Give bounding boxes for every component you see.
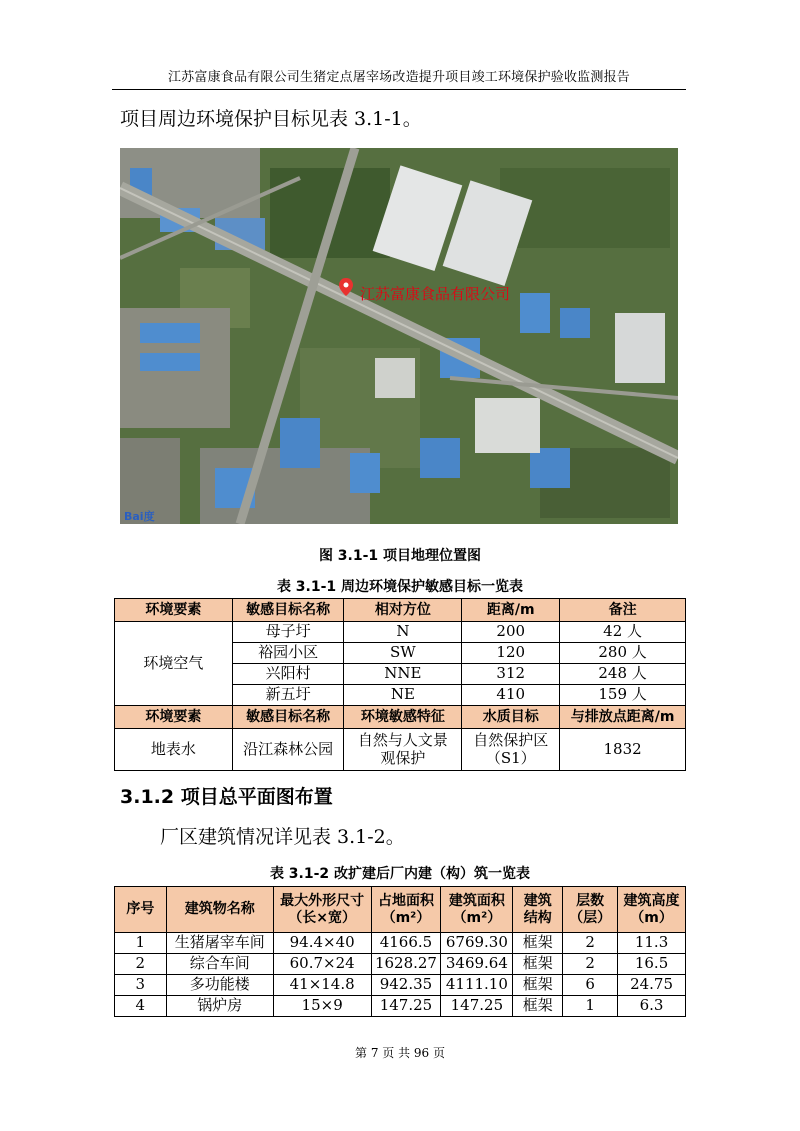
table-cell: 15×9 — [273, 996, 371, 1017]
table-cell: 综合车间 — [166, 954, 273, 975]
satellite-map — [120, 148, 678, 524]
table1-header-cell: 敏感目标名称 — [232, 706, 344, 729]
table-cell: 410 — [462, 685, 560, 706]
table-cell: 6769.30 — [441, 933, 513, 954]
figure-caption: 图 3.1-1 项目地理位置图 — [318, 548, 482, 564]
table-cell: 4166.5 — [371, 933, 441, 954]
table-row — [115, 975, 686, 996]
table-cell: NE — [344, 685, 462, 706]
buildings-table — [114, 886, 686, 1017]
table-cell: 6.3 — [618, 996, 686, 1017]
table2-header-cell: 最大外形尺寸（长×宽） — [273, 887, 371, 933]
paragraph: 厂区建筑情况详见表 3.1-2。 — [160, 826, 405, 848]
table2-caption: 表 3.1-2 改扩建后厂内建（构）筑一览表 — [269, 866, 531, 882]
table-cell: 312 — [462, 664, 560, 685]
baidu-logo: Bai度 — [124, 510, 155, 523]
table-cell: 框架 — [513, 954, 563, 975]
table1-header-cell: 水质目标 — [462, 706, 560, 729]
table-cell: 1628.27 — [371, 954, 441, 975]
map-company-label: 江苏富康食品有限公司 — [360, 285, 511, 303]
table-cell: 4 — [115, 996, 167, 1017]
table-cell: 多功能楼 — [166, 975, 273, 996]
table-cell: 新五圩 — [232, 685, 344, 706]
table-cell: 200 — [462, 622, 560, 643]
table1-header-cell: 环境敏感特征 — [344, 706, 462, 729]
intro-text: 项目周边环境保护目标见表 3.1-1。 — [120, 108, 422, 130]
table-cell: 16.5 — [618, 954, 686, 975]
table-cell: 3 — [115, 975, 167, 996]
table-cell: 147.25 — [371, 996, 441, 1017]
table-cell: 942.35 — [371, 975, 441, 996]
table2-header-row — [115, 887, 686, 933]
table-cell: 框架 — [513, 975, 563, 996]
sensitive-targets-table — [114, 598, 686, 771]
page-header: 江苏富康食品有限公司生猪定点屠宰场改造提升项目竣工环境保护验收监测报告 — [112, 66, 686, 90]
table2-header-cell: 建筑结构 — [513, 887, 563, 933]
table-cell: 6 — [563, 975, 618, 996]
table-row — [115, 954, 686, 975]
section-heading: 3.1.2 项目总平面图布置 — [120, 786, 333, 808]
table-cell: 自然与人文景观保护 — [344, 729, 462, 771]
table-cell: 兴阳村 — [232, 664, 344, 685]
table1-header-cell: 距离/m — [462, 599, 560, 622]
table1-header-row — [115, 599, 686, 622]
table1-header-cell: 与排放点距离/m — [560, 706, 686, 729]
table-row — [115, 933, 686, 954]
table-cell: 框架 — [513, 996, 563, 1017]
table-cell: 280 人 — [560, 643, 686, 664]
table1-header-cell: 环境要素 — [115, 706, 233, 729]
table1-header-cell: 环境要素 — [115, 599, 233, 622]
table2-header-cell: 层数（层） — [563, 887, 618, 933]
table1-caption: 表 3.1-1 周边环境保护敏感目标一览表 — [276, 579, 524, 595]
table-cell: 生猪屠宰车间 — [166, 933, 273, 954]
table-cell: NNE — [344, 664, 462, 685]
table-cell: 11.3 — [618, 933, 686, 954]
table-cell: 2 — [563, 933, 618, 954]
table-cell: 147.25 — [441, 996, 513, 1017]
table-cell: 锅炉房 — [166, 996, 273, 1017]
table-cell: 120 — [462, 643, 560, 664]
table-cell: 4111.10 — [441, 975, 513, 996]
table-cell: 3469.64 — [441, 954, 513, 975]
table-cell: 2 — [115, 954, 167, 975]
table2-header-cell: 序号 — [115, 887, 167, 933]
air-element-cell: 环境空气 — [115, 622, 233, 706]
table-cell: SW — [344, 643, 462, 664]
table-cell: N — [344, 622, 462, 643]
table2-header-cell: 占地面积（m²） — [371, 887, 441, 933]
table-cell: 母子圩 — [232, 622, 344, 643]
table1-header-row-2 — [115, 706, 686, 729]
table-cell: 框架 — [513, 933, 563, 954]
table2-header-cell: 建筑面积（m²） — [441, 887, 513, 933]
table-row — [115, 729, 686, 771]
table-cell: 裕园小区 — [232, 643, 344, 664]
table-row — [115, 622, 686, 643]
table-cell: 248 人 — [560, 664, 686, 685]
table1-header-cell: 相对方位 — [344, 599, 462, 622]
table-cell: 42 人 — [560, 622, 686, 643]
table-cell: 94.4×40 — [273, 933, 371, 954]
table2-header-cell: 建筑高度（m） — [618, 887, 686, 933]
table-cell: 24.75 — [618, 975, 686, 996]
table1-header-cell: 备注 — [560, 599, 686, 622]
table-cell: 159 人 — [560, 685, 686, 706]
table1-header-cell: 敏感目标名称 — [232, 599, 344, 622]
table-cell: 2 — [563, 954, 618, 975]
table-cell: 60.7×24 — [273, 954, 371, 975]
table-cell: 41×14.8 — [273, 975, 371, 996]
table-cell: 地表水 — [115, 729, 233, 771]
table-cell: 1832 — [560, 729, 686, 771]
table2-header-cell: 建筑物名称 — [166, 887, 273, 933]
page-footer: 第 7 页 共 96 页 — [355, 1046, 445, 1060]
table-cell: 沿江森林公园 — [232, 729, 344, 771]
table-row — [115, 996, 686, 1017]
table-cell: 1 — [115, 933, 167, 954]
table-cell: 1 — [563, 996, 618, 1017]
map-image — [120, 148, 678, 524]
table-cell: 自然保护区（S1） — [462, 729, 560, 771]
